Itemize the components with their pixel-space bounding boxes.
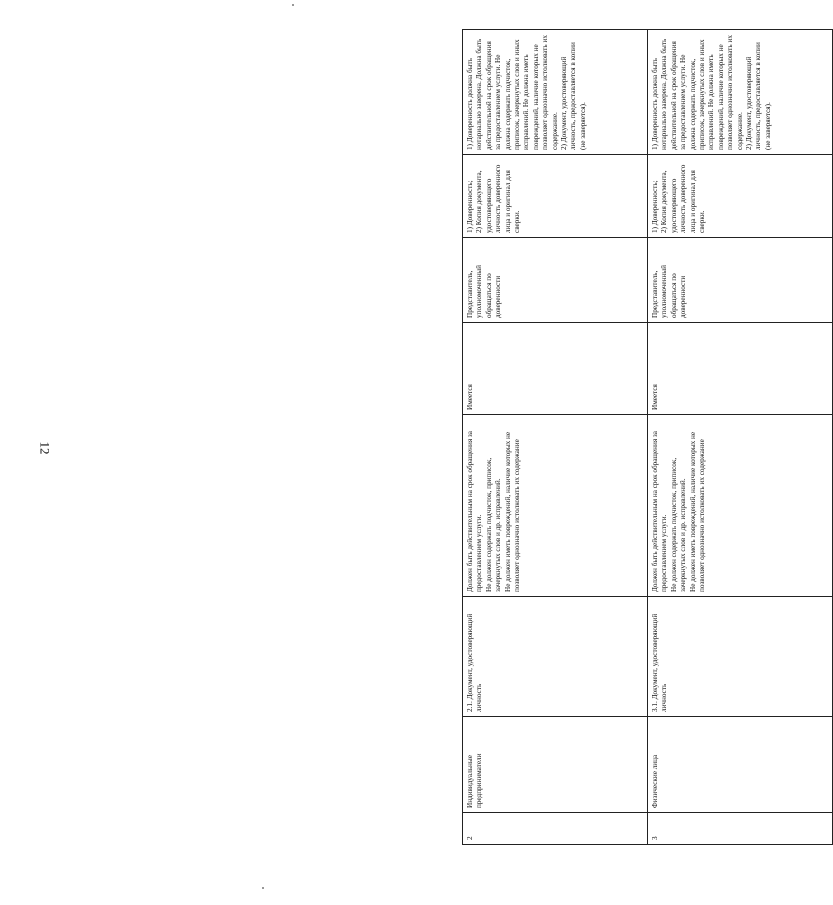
representative: Представитель, уполномоченный обращаться по доверенности bbox=[648, 238, 833, 323]
representative-documents-line: 2) Копия документа, удостоверяющего личность доверенного лица и оригинал для сверки. bbox=[660, 164, 707, 233]
representative-documents bbox=[648, 155, 833, 238]
document-name: 2.1. Документ, удостоверяющий личность bbox=[463, 597, 648, 717]
representative-requirements-line: 1) Доверенность должна быть нотариально заверена. Должна быть действительной на срок обращения за предоставлением услуги. Не должна содержать подчисток, приписок, зачеркнутых слов и иных исправлений. Не должна иметь повреждений, наличие которых не позволяет однозначно истолковать их содержание. bbox=[651, 35, 744, 150]
representative: Представитель, уполномоченный обращаться по доверенности bbox=[463, 238, 648, 323]
document-requirements-line: Не должен содержать подчисток, приписок, зачеркнутых слов и др. исправлений. bbox=[484, 457, 503, 592]
table-row bbox=[648, 30, 833, 845]
document-requirements-line: Не должен иметь повреждений, наличие которых не позволяет однозначно истолковать их содержание bbox=[503, 431, 522, 592]
scan-speck bbox=[292, 4, 294, 6]
document-requirements bbox=[648, 415, 833, 597]
representative-documents-line: 1) Доверенность; bbox=[651, 180, 659, 233]
page-number: 12 bbox=[37, 441, 53, 455]
document-requirements-line: Не должен содержать подчисток, приписок, зачеркнутых слов и др. исправлений. bbox=[669, 457, 688, 592]
representative-requirements-line: 2) Документ, удостоверяющий личность, предоставляется в копии (не заверяется). bbox=[745, 42, 772, 150]
availability: Имеется bbox=[463, 323, 648, 415]
table-row bbox=[463, 30, 648, 845]
representative-requirements bbox=[648, 30, 833, 155]
representative-documents bbox=[463, 155, 648, 238]
representative-documents-line: 2) Копия документа, удостоверяющего личность доверенного лица и оригинал для сверки. bbox=[475, 164, 522, 233]
applicant-category: Индивидуальные предприниматели bbox=[463, 717, 648, 813]
document-name: 3.1. Документ, удостоверяющий личность bbox=[648, 597, 833, 717]
scan-speck bbox=[262, 887, 264, 889]
document-requirements-line: Не должен иметь повреждений, наличие которых не позволяет однозначно истолковать их содержание bbox=[688, 431, 707, 592]
row-number: 3 bbox=[648, 813, 833, 845]
row-number: 2 bbox=[463, 813, 648, 845]
documents-table bbox=[462, 29, 833, 845]
applicant-category: Физические лица bbox=[648, 717, 833, 813]
document-table-rotated bbox=[462, 30, 832, 845]
representative-requirements bbox=[463, 30, 648, 155]
availability: Имеется bbox=[648, 323, 833, 415]
representative-requirements-line: 2) Документ, удостоверяющий личность, предоставляется в копии (не заверяется). bbox=[560, 42, 587, 150]
representative-requirements-line: 1) Доверенность должна быть нотариально заверена. Должна быть действительной на срок обращения за предоставлением услуги. Не должна содержать подчисток, приписок, зачеркнутых слов и иных исправлений. Не должна иметь повреждений, наличие которых не позволяет однозначно истолковать их содержание. bbox=[466, 35, 559, 150]
document-table-frame bbox=[92, 30, 772, 845]
representative-documents-line: 1) Доверенность; bbox=[466, 180, 474, 233]
document-requirements-line: Должен быть действительным на срок обращения за предоставлением услуги. bbox=[651, 431, 669, 592]
document-requirements-line: Должен быть действительным на срок обращения за предоставлением услуги. bbox=[466, 431, 484, 592]
document-requirements bbox=[463, 415, 648, 597]
